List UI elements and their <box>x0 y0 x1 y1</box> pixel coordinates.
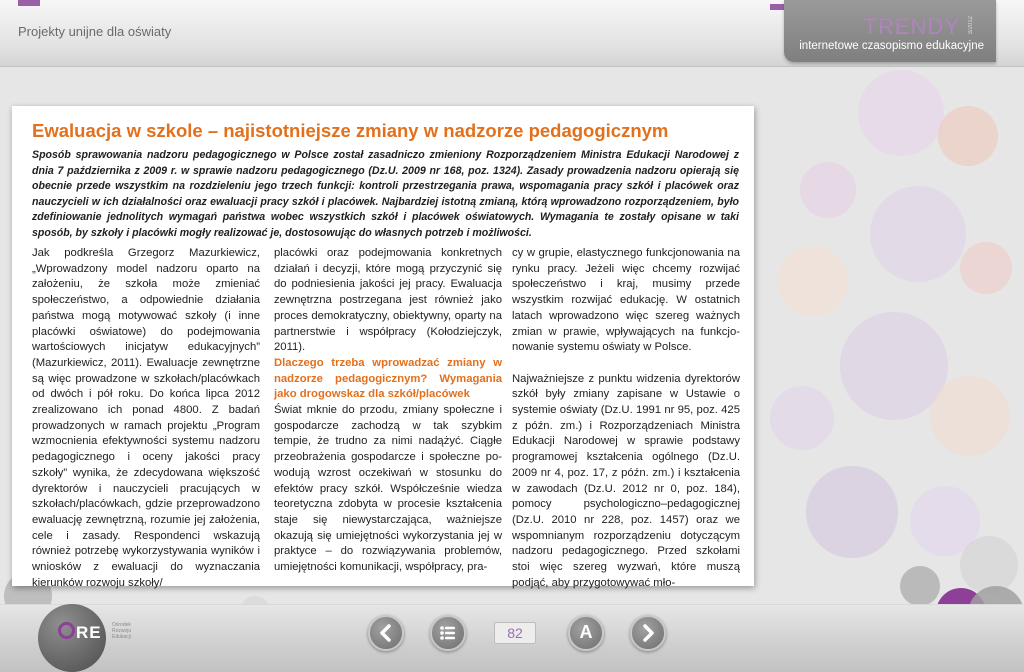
top-accent-stripe <box>18 0 40 6</box>
list-icon <box>432 617 464 649</box>
section-title: Projekty unijne dla oświaty <box>18 24 172 39</box>
chevron-right-icon <box>632 617 664 649</box>
paragraph: placówki oraz podejmowania konkretnych działań i decyzji, które mogą przyczynić się do podniesienia jakości jej pracy. Ewaluacja zewnętrzna postrzegana jest również jako proces demokratyczny, obiektywny, oparty na partnerstwie i współpracy (Kołodziejczyk, 2011). <box>274 247 502 354</box>
article-column-2 <box>274 246 502 576</box>
bubble <box>800 162 856 218</box>
bubble <box>938 106 998 166</box>
bubble <box>960 242 1012 294</box>
paragraph: Świat mknie do przodu, zmiany społeczne i gospodarcze zachodzą w tak szybkim tempie, że trudno za nimi nadążyć. Ciągłe przeobrażenia gospodarcze i społeczne powodują wzrost oczekiwań w stosunku do efektów pracy szkół. Współcześnie wiedza teoretyczna zdobyta w procesie kształcenia staje się niewystarczająca, ważniejsze okazują się umiejętności wykorzystania jej w praktyce – do rozwiązywania problemów, umiejętności komunikacji, współpracy, pra- <box>274 404 502 574</box>
paragraph: cy w grupie, elastycznego funkcjonowania na rynku pracy. Jeżeli więc chcemy rozwijać społeczeństwo i kraj, musimy przede wszystkim rozwijać edukację. W ostatnich latach wprowadzono więc szereg ważnych zmian w prawie, wpływających na funkcjonowanie systemu oświaty w Polsce. <box>512 247 740 354</box>
prev-page-button[interactable] <box>368 615 404 651</box>
brand-title: TRENDY <box>863 14 960 39</box>
article-column-3 <box>512 246 740 591</box>
paragraph: Jak podkreśla Grzegorz Mazurkiewicz, „Wprowadzony model nadzoru oparto na założeniu, że szkoła może zmieniać społeczeństwo, a odpowiednie działania państwa mogą motywować szkoły (i inne placówki oświatowe) do podejmowania wartościowych inicjatyw edukacyjnych” (Mazurkiewicz, 2011). Ewaluacje zewnętrzne są więc prowadzone w szkołach/placówkach od dwóch i pół roku. Do końca lipca 2012 zrealizowano ich ponad 4800. Z badań prowadzonych w ramach projektu „Program wzmocnienia efektywności systemu nadzoru pedagogicznego i oceny jakości pracy szkoły” wynika, że zdecydowana większość dyrektorów i nauczycieli pracujących w szkołach/placówkach, gdzie przeprowadzono ewaluację zewnętrzną, rozumie jej założenia, cele i zasady. Respondenci wskazują również potrzebę wykorzystywania wyników i wniosków z ewaluacji do wyznaczania kierunków rozwoju szkoły/ <box>32 247 260 589</box>
brand-accent-stripe <box>770 4 784 10</box>
next-page-button[interactable] <box>630 615 666 651</box>
article-card <box>12 106 754 589</box>
logo-text <box>58 622 102 643</box>
logo-letters: RE <box>76 623 102 642</box>
brand-year: 3/2012 <box>968 16 974 35</box>
logo-o-icon <box>58 622 75 639</box>
page-number-field[interactable]: 82 <box>494 622 536 644</box>
bubble <box>900 566 940 606</box>
article-column-1 <box>32 246 260 591</box>
font-size-icon: A <box>579 622 593 642</box>
bubble <box>858 70 944 156</box>
bubble <box>930 376 1010 456</box>
bubble <box>778 246 848 316</box>
article-subheading: Dlaczego trzeba wprowadzać zmiany w nadzorze pedagogicznym? Wymagania jako drogowskaz dla szkół/placówek <box>274 356 502 401</box>
bubble <box>960 536 1018 594</box>
brand-subtitle: internetowe czasopismo edukacyjne <box>799 40 984 52</box>
bubble <box>770 386 834 450</box>
article-lead: Sposób sprawowania nadzoru pedagogicznego w Polsce został zasadniczo zmieniony Rozporządzeniem Ministra Edukacji Narodowej z dnia 7 października z 2009 r. w sprawie nadzoru pedagogicznego (Dz.U. 2009 nr 168, poz. 1324). Zasady prowadzenia nadzoru opierają się obecnie przede wszystkim na rozdzieleniu jego trzech funkcji: kontroli przestrzegania prawa, wspomagania pracy szkół i placówek oraz nauczycieli w ich działalności oraz ewaluacji pracy szkół i placówek. Najbardziej istotną zmianą, którą wprowadzono rozporządzeniem, było zdefiniowanie jednolitych wymagań państwa wobec wszystkich szkół i placówek oświatowych. Wymagania te zostały opisane w taki sposób, by szkoły i placówki mogły realizować je, dostosowując do własnych potrzeb i możliwości. <box>32 149 739 239</box>
brand-tab <box>784 0 996 62</box>
table-of-contents-button[interactable] <box>430 615 466 651</box>
paragraph: Najważniejsze z punktu widzenia dyrektorów szkół były zmiany zapisane w Ustawie o systemie oświaty (Dz.U. 1991 nr 95, poz. 425 z późn. zm.) i Rozporządzeniach Ministra Edukacji Narodowej w sprawie podstawy programowej kształcenia ogólnego (Dz.U. 2009 nr 4, poz. 17, z późn. zm.) i kształcenia w zawodach (Dz.U. 2012 nr 0, poz. 184), pomocy psychologiczno–pedagogicznej (Dz.U. 2010 nr 228, poz. 1457) oraz we wspomnianym rozporządzeniu dotyczącym nadzoru pedagogicznego. Przed szkołami stoi więc szereg wyzwań, które muszą podjąć, aby przygotowywać mło- <box>512 372 740 589</box>
font-size-button[interactable] <box>568 615 604 651</box>
bubble <box>870 186 966 282</box>
logo-caption: Ośrodek Rozwoju Edukacji <box>112 622 132 640</box>
chevron-left-icon <box>370 617 402 649</box>
bubble <box>806 466 898 558</box>
article-title: Ewaluacja w szkole – najistotniejsze zmiany w nadzorze pedagogicznym <box>32 120 669 141</box>
